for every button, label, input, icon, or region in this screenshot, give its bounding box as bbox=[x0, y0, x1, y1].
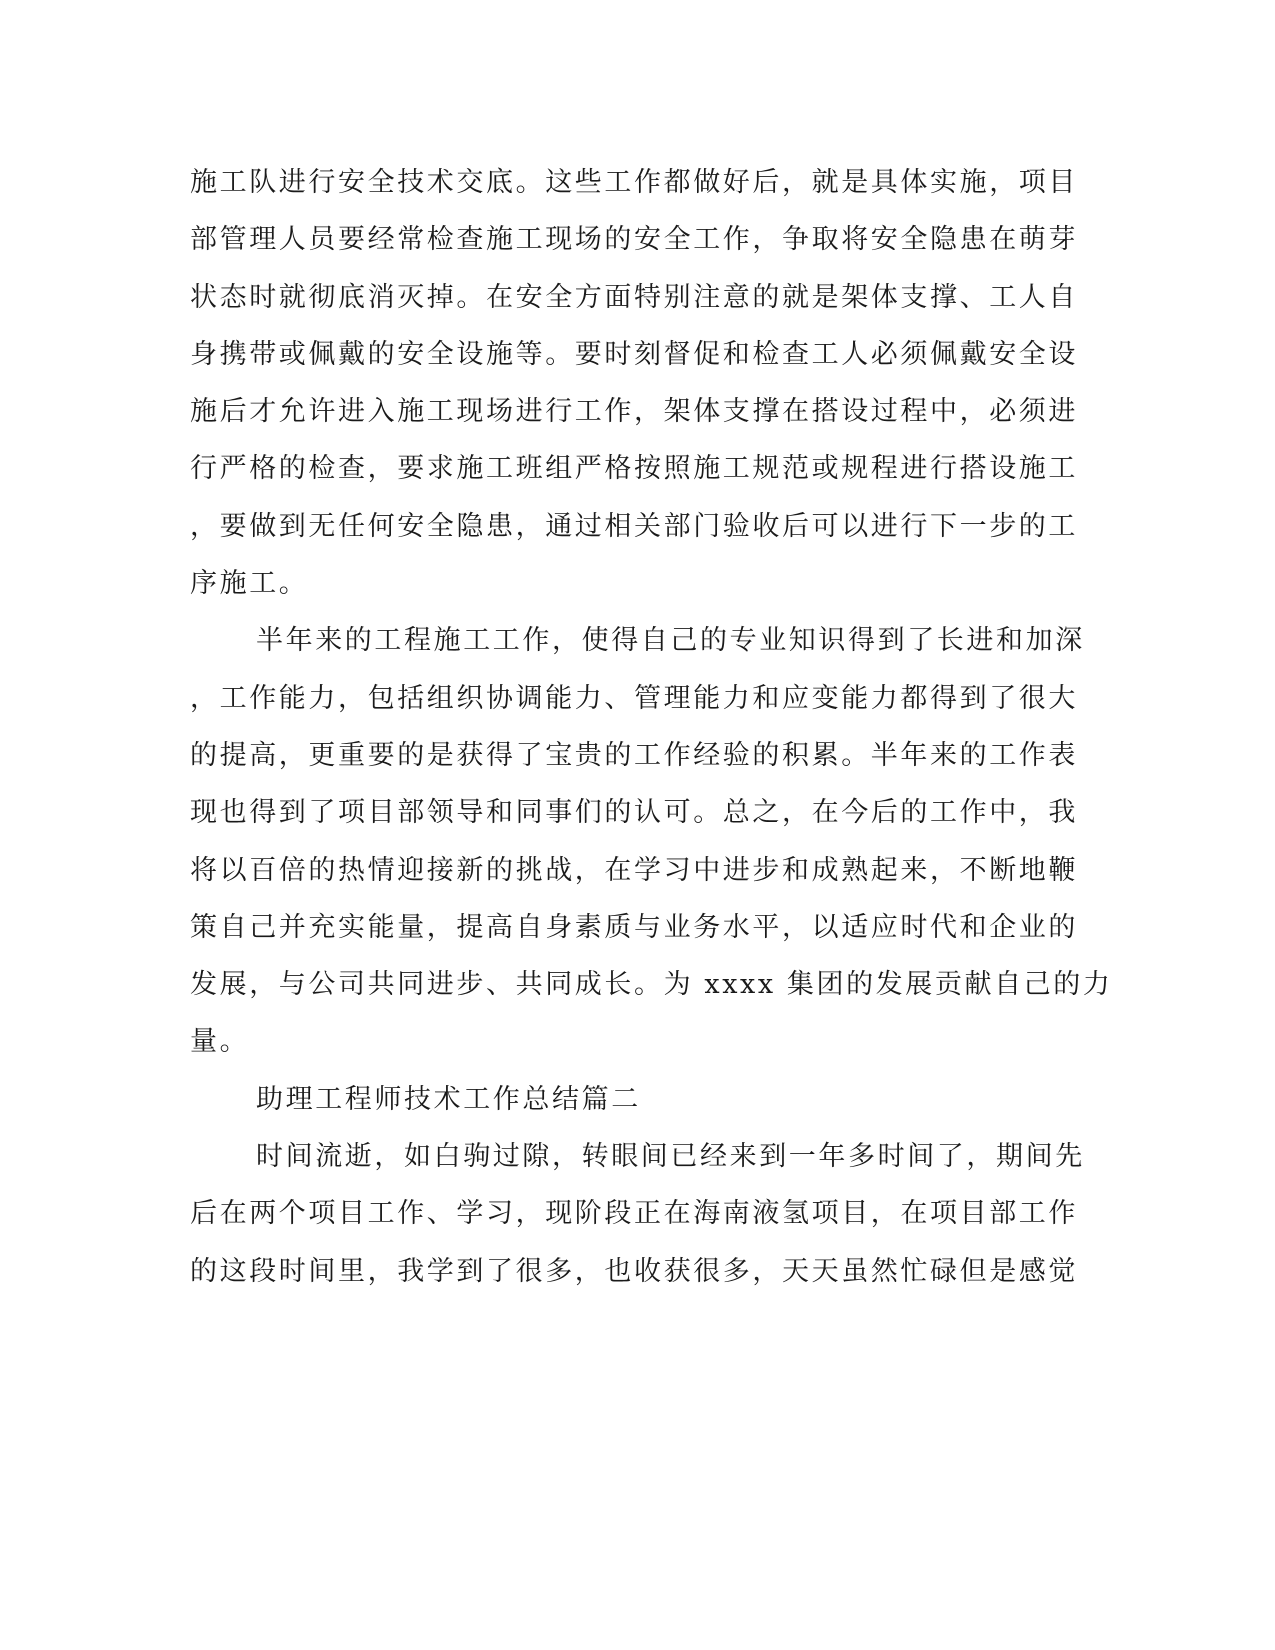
body-text-line: 现也得到了项目部领导和同事们的认可。总之，在今后的工作中，我 bbox=[190, 797, 1078, 828]
body-text-line: 的这段时间里，我学到了很多，也收获很多，天天虽然忙碌但是感觉 bbox=[190, 1256, 1078, 1287]
body-text-line: ，工作能力，包括组织协调能力、管理能力和应变能力都得到了很大 bbox=[190, 683, 1078, 714]
section-heading: 助理工程师技术工作总结篇二 bbox=[256, 1084, 641, 1115]
body-text-line: 施工队进行安全技术交底。这些工作都做好后，就是具体实施，项目 bbox=[190, 167, 1078, 198]
body-text-line: 的提高，更重要的是获得了宝贵的工作经验的积累。半年来的工作表 bbox=[190, 740, 1078, 771]
body-text-line: 部管理人员要经常检查施工现场的安全工作，争取将安全隐患在萌芽 bbox=[190, 224, 1078, 255]
paragraph-first-line: 时间流逝，如白驹过隙，转眼间已经来到一年多时间了，期间先 bbox=[256, 1141, 1085, 1172]
paragraph-first-line: 半年来的工程施工工作，使得自己的专业知识得到了长进和加深 bbox=[256, 625, 1085, 656]
body-text-line: 序施工。 bbox=[190, 568, 309, 599]
body-text-line: 行严格的检查，要求施工班组严格按照施工规范或规程进行搭设施工 bbox=[190, 453, 1078, 484]
body-text-line: 量。 bbox=[190, 1026, 250, 1057]
body-text-line: 身携带或佩戴的安全设施等。要时刻督促和检查工人必须佩戴安全设 bbox=[190, 339, 1078, 370]
body-text-line: ，要做到无任何安全隐患，通过相关部门验收后可以进行下一步的工 bbox=[190, 511, 1078, 542]
body-text-line: 发展，与公司共同进步、共同成长。为 xxxx 集团的发展贡献自己的力 bbox=[190, 969, 1113, 1000]
body-text-line: 后在两个项目工作、学习，现阶段正在海南液氢项目，在项目部工作 bbox=[190, 1198, 1078, 1229]
body-text-line: 将以百倍的热情迎接新的挑战，在学习中进步和成熟起来，不断地鞭 bbox=[190, 855, 1078, 886]
body-text-line: 策自己并充实能量，提高自身素质与业务水平，以适应时代和企业的 bbox=[190, 912, 1078, 943]
body-text-line: 状态时就彻底消灭掉。在安全方面特别注意的就是架体支撑、工人自 bbox=[190, 282, 1078, 313]
body-text-line: 施后才允许进入施工现场进行工作，架体支撑在搭设过程中，必须进 bbox=[190, 396, 1078, 427]
